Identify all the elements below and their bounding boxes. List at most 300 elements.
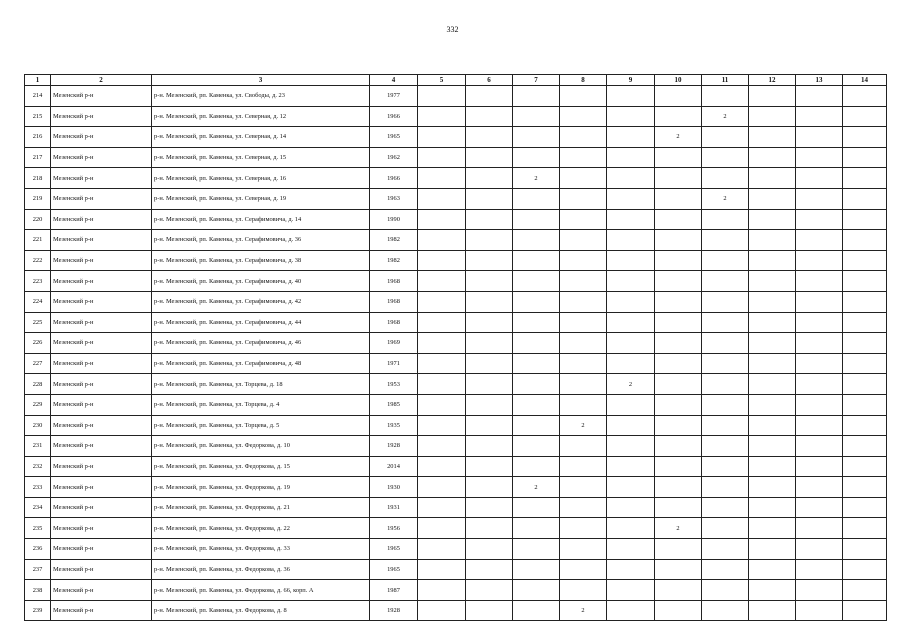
value-cell-col-14 — [843, 271, 887, 292]
row-number-cell: 227 — [25, 353, 51, 374]
address-cell: р-н. Мезенский, рп. Каменка, ул. Серафимовича, д. 42 — [152, 291, 370, 312]
value-cell-col-13 — [796, 559, 843, 580]
value-cell-col-8 — [560, 147, 607, 168]
value-cell-col-13 — [796, 209, 843, 230]
address-cell: р-н. Мезенский, рп. Каменка, ул. Свободы, д. 23 — [152, 86, 370, 107]
value-cell-col-11 — [702, 353, 749, 374]
value-cell-col-7: 2 — [513, 168, 560, 189]
column-header: 13 — [796, 75, 843, 86]
row-number-cell: 229 — [25, 394, 51, 415]
year-cell: 1965 — [370, 127, 418, 148]
value-cell-col-12 — [749, 436, 796, 457]
value-cell-col-5 — [418, 394, 466, 415]
value-cell-col-12 — [749, 580, 796, 601]
address-cell: р-н. Мезенский, рп. Каменка, ул. Северная, д. 14 — [152, 127, 370, 148]
district-cell: Мезенский р-н — [51, 312, 152, 333]
district-cell: Мезенский р-н — [51, 209, 152, 230]
value-cell-col-10 — [655, 497, 702, 518]
header-row — [25, 75, 887, 86]
value-cell-col-7 — [513, 271, 560, 292]
value-cell-col-11 — [702, 127, 749, 148]
row-number-cell: 223 — [25, 271, 51, 292]
table-row — [25, 436, 887, 457]
value-cell-col-12 — [749, 353, 796, 374]
year-cell: 1971 — [370, 353, 418, 374]
value-cell-col-13 — [796, 188, 843, 209]
value-cell-col-8 — [560, 580, 607, 601]
district-cell: Мезенский р-н — [51, 291, 152, 312]
district-cell: Мезенский р-н — [51, 271, 152, 292]
row-number-cell: 218 — [25, 168, 51, 189]
year-cell: 1931 — [370, 497, 418, 518]
value-cell-col-7 — [513, 518, 560, 539]
value-cell-col-12 — [749, 415, 796, 436]
district-cell: Мезенский р-н — [51, 188, 152, 209]
row-number-cell: 228 — [25, 374, 51, 395]
value-cell-col-14 — [843, 456, 887, 477]
row-number-cell: 237 — [25, 559, 51, 580]
value-cell-col-8 — [560, 497, 607, 518]
value-cell-col-14 — [843, 291, 887, 312]
value-cell-col-10 — [655, 271, 702, 292]
table-row — [25, 559, 887, 580]
value-cell-col-5 — [418, 353, 466, 374]
year-cell: 1928 — [370, 436, 418, 457]
address-cell: р-н. Мезенский, рп. Каменка, ул. Серафимовича, д. 40 — [152, 271, 370, 292]
district-cell: Мезенский р-н — [51, 374, 152, 395]
value-cell-col-10 — [655, 539, 702, 560]
table-row — [25, 518, 887, 539]
value-cell-col-14 — [843, 168, 887, 189]
value-cell-col-11 — [702, 580, 749, 601]
value-cell-col-12 — [749, 86, 796, 107]
value-cell-col-13 — [796, 291, 843, 312]
value-cell-col-13 — [796, 106, 843, 127]
district-cell: Мезенский р-н — [51, 168, 152, 189]
value-cell-col-10: 2 — [655, 127, 702, 148]
value-cell-col-9 — [607, 580, 655, 601]
value-cell-col-6 — [466, 436, 513, 457]
table-row — [25, 271, 887, 292]
year-cell: 1962 — [370, 147, 418, 168]
table-row — [25, 415, 887, 436]
year-cell: 1965 — [370, 539, 418, 560]
value-cell-col-5 — [418, 230, 466, 251]
value-cell-col-12 — [749, 497, 796, 518]
address-cell: р-н. Мезенский, рп. Каменка, ул. Серафимовича, д. 38 — [152, 250, 370, 271]
value-cell-col-12 — [749, 209, 796, 230]
table-row — [25, 374, 887, 395]
year-cell: 1990 — [370, 209, 418, 230]
address-cell: р-н. Мезенский, рп. Каменка, ул. Северная, д. 19 — [152, 188, 370, 209]
value-cell-col-6 — [466, 188, 513, 209]
row-number-cell: 216 — [25, 127, 51, 148]
table-row — [25, 600, 887, 621]
year-cell: 1935 — [370, 415, 418, 436]
value-cell-col-9 — [607, 188, 655, 209]
row-number-cell: 234 — [25, 497, 51, 518]
address-cell: р-н. Мезенский, рп. Каменка, ул. Торцева, д. 5 — [152, 415, 370, 436]
value-cell-col-9 — [607, 333, 655, 354]
value-cell-col-14 — [843, 250, 887, 271]
value-cell-col-11 — [702, 312, 749, 333]
value-cell-col-10 — [655, 436, 702, 457]
address-cell: р-н. Мезенский, рп. Каменка, ул. Северная, д. 12 — [152, 106, 370, 127]
value-cell-col-5 — [418, 436, 466, 457]
value-cell-col-7 — [513, 333, 560, 354]
value-cell-col-12 — [749, 518, 796, 539]
value-cell-col-6 — [466, 477, 513, 498]
value-cell-col-11 — [702, 333, 749, 354]
value-cell-col-10 — [655, 312, 702, 333]
value-cell-col-8: 2 — [560, 415, 607, 436]
value-cell-col-5 — [418, 456, 466, 477]
row-number-cell: 232 — [25, 456, 51, 477]
table-row — [25, 394, 887, 415]
value-cell-col-14 — [843, 374, 887, 395]
value-cell-col-7 — [513, 250, 560, 271]
value-cell-col-14 — [843, 539, 887, 560]
value-cell-col-10 — [655, 353, 702, 374]
value-cell-col-8 — [560, 456, 607, 477]
value-cell-col-5 — [418, 374, 466, 395]
table-body — [25, 86, 887, 621]
district-cell: Мезенский р-н — [51, 127, 152, 148]
value-cell-col-8 — [560, 333, 607, 354]
value-cell-col-6 — [466, 230, 513, 251]
value-cell-col-5 — [418, 333, 466, 354]
value-cell-col-10 — [655, 394, 702, 415]
value-cell-col-8: 2 — [560, 600, 607, 621]
value-cell-col-14 — [843, 86, 887, 107]
district-cell: Мезенский р-н — [51, 580, 152, 601]
value-cell-col-5 — [418, 188, 466, 209]
value-cell-col-8 — [560, 477, 607, 498]
district-cell: Мезенский р-н — [51, 559, 152, 580]
value-cell-col-9 — [607, 436, 655, 457]
value-cell-col-9 — [607, 477, 655, 498]
year-cell: 1963 — [370, 188, 418, 209]
value-cell-col-11 — [702, 168, 749, 189]
district-cell: Мезенский р-н — [51, 456, 152, 477]
value-cell-col-9: 2 — [607, 374, 655, 395]
column-header: 12 — [749, 75, 796, 86]
value-cell-col-5 — [418, 600, 466, 621]
value-cell-col-5 — [418, 415, 466, 436]
value-cell-col-12 — [749, 188, 796, 209]
table-row — [25, 250, 887, 271]
year-cell: 1968 — [370, 271, 418, 292]
district-cell: Мезенский р-н — [51, 86, 152, 107]
value-cell-col-14 — [843, 209, 887, 230]
value-cell-col-12 — [749, 477, 796, 498]
value-cell-col-14 — [843, 518, 887, 539]
value-cell-col-11 — [702, 559, 749, 580]
value-cell-col-7 — [513, 188, 560, 209]
value-cell-col-9 — [607, 518, 655, 539]
value-cell-col-11 — [702, 497, 749, 518]
district-cell: Мезенский р-н — [51, 106, 152, 127]
value-cell-col-7: 2 — [513, 477, 560, 498]
value-cell-col-13 — [796, 456, 843, 477]
table-row — [25, 188, 887, 209]
value-cell-col-13 — [796, 250, 843, 271]
value-cell-col-7 — [513, 580, 560, 601]
value-cell-col-12 — [749, 127, 796, 148]
value-cell-col-5 — [418, 477, 466, 498]
value-cell-col-6 — [466, 539, 513, 560]
row-number-cell: 233 — [25, 477, 51, 498]
year-cell: 1956 — [370, 518, 418, 539]
value-cell-col-12 — [749, 230, 796, 251]
value-cell-col-8 — [560, 291, 607, 312]
row-number-cell: 226 — [25, 333, 51, 354]
table-row — [25, 86, 887, 107]
value-cell-col-9 — [607, 353, 655, 374]
value-cell-col-8 — [560, 106, 607, 127]
value-cell-col-11 — [702, 539, 749, 560]
address-cell: р-н. Мезенский, рп. Каменка, ул. Торцева, д. 4 — [152, 394, 370, 415]
value-cell-col-8 — [560, 312, 607, 333]
row-number-cell: 231 — [25, 436, 51, 457]
value-cell-col-11 — [702, 394, 749, 415]
address-cell: р-н. Мезенский, рп. Каменка, ул. Серафимовича, д. 44 — [152, 312, 370, 333]
value-cell-col-5 — [418, 271, 466, 292]
value-cell-col-6 — [466, 209, 513, 230]
value-cell-col-9 — [607, 291, 655, 312]
table-row — [25, 580, 887, 601]
value-cell-col-10 — [655, 477, 702, 498]
column-header: 6 — [466, 75, 513, 86]
value-cell-col-10 — [655, 559, 702, 580]
district-cell: Мезенский р-н — [51, 230, 152, 251]
address-cell: р-н. Мезенский, рп. Каменка, ул. Северная, д. 16 — [152, 168, 370, 189]
value-cell-col-13 — [796, 539, 843, 560]
value-cell-col-13 — [796, 86, 843, 107]
value-cell-col-13 — [796, 230, 843, 251]
address-cell: р-н. Мезенский, рп. Каменка, ул. Федоркова, д. 33 — [152, 539, 370, 560]
value-cell-col-11 — [702, 477, 749, 498]
value-cell-col-13 — [796, 394, 843, 415]
year-cell: 1930 — [370, 477, 418, 498]
row-number-cell: 224 — [25, 291, 51, 312]
value-cell-col-5 — [418, 250, 466, 271]
address-cell: р-н. Мезенский, рп. Каменка, ул. Серафимовича, д. 14 — [152, 209, 370, 230]
value-cell-col-7 — [513, 127, 560, 148]
value-cell-col-5 — [418, 127, 466, 148]
value-cell-col-8 — [560, 559, 607, 580]
value-cell-col-9 — [607, 230, 655, 251]
value-cell-col-13 — [796, 600, 843, 621]
row-number-cell: 230 — [25, 415, 51, 436]
value-cell-col-7 — [513, 291, 560, 312]
value-cell-col-12 — [749, 291, 796, 312]
value-cell-col-6 — [466, 147, 513, 168]
value-cell-col-8 — [560, 518, 607, 539]
column-header: 14 — [843, 75, 887, 86]
table-row — [25, 209, 887, 230]
value-cell-col-14 — [843, 497, 887, 518]
value-cell-col-6 — [466, 271, 513, 292]
value-cell-col-5 — [418, 209, 466, 230]
row-number-cell: 217 — [25, 147, 51, 168]
value-cell-col-7 — [513, 559, 560, 580]
year-cell: 1928 — [370, 600, 418, 621]
value-cell-col-6 — [466, 394, 513, 415]
value-cell-col-12 — [749, 456, 796, 477]
district-cell: Мезенский р-н — [51, 415, 152, 436]
value-cell-col-9 — [607, 250, 655, 271]
row-number-cell: 220 — [25, 209, 51, 230]
row-number-cell: 221 — [25, 230, 51, 251]
district-cell: Мезенский р-н — [51, 477, 152, 498]
value-cell-col-10 — [655, 456, 702, 477]
value-cell-col-12 — [749, 147, 796, 168]
value-cell-col-5 — [418, 559, 466, 580]
value-cell-col-10 — [655, 600, 702, 621]
value-cell-col-7 — [513, 86, 560, 107]
value-cell-col-14 — [843, 436, 887, 457]
value-cell-col-9 — [607, 209, 655, 230]
value-cell-col-13 — [796, 580, 843, 601]
address-cell: р-н. Мезенский, рп. Каменка, ул. Федоркова, д. 36 — [152, 559, 370, 580]
table-row — [25, 106, 887, 127]
value-cell-col-13 — [796, 147, 843, 168]
buildings-table — [24, 74, 887, 621]
value-cell-col-11 — [702, 291, 749, 312]
value-cell-col-5 — [418, 147, 466, 168]
value-cell-col-8 — [560, 127, 607, 148]
address-cell: р-н. Мезенский, рп. Каменка, ул. Серафимовича, д. 46 — [152, 333, 370, 354]
year-cell: 1953 — [370, 374, 418, 395]
value-cell-col-6 — [466, 106, 513, 127]
district-cell: Мезенский р-н — [51, 250, 152, 271]
column-header: 5 — [418, 75, 466, 86]
row-number-cell: 222 — [25, 250, 51, 271]
value-cell-col-8 — [560, 353, 607, 374]
value-cell-col-11 — [702, 147, 749, 168]
value-cell-col-10 — [655, 333, 702, 354]
value-cell-col-11 — [702, 456, 749, 477]
value-cell-col-9 — [607, 394, 655, 415]
district-cell: Мезенский р-н — [51, 147, 152, 168]
value-cell-col-11: 2 — [702, 106, 749, 127]
value-cell-col-9 — [607, 106, 655, 127]
address-cell: р-н. Мезенский, рп. Каменка, ул. Федоркова, д. 21 — [152, 497, 370, 518]
value-cell-col-6 — [466, 250, 513, 271]
value-cell-col-14 — [843, 127, 887, 148]
value-cell-col-14 — [843, 394, 887, 415]
value-cell-col-8 — [560, 250, 607, 271]
value-cell-col-14 — [843, 230, 887, 251]
value-cell-col-10 — [655, 250, 702, 271]
value-cell-col-6 — [466, 456, 513, 477]
district-cell: Мезенский р-н — [51, 436, 152, 457]
column-header: 9 — [607, 75, 655, 86]
address-cell: р-н. Мезенский, рп. Каменка, ул. Федоркова, д. 22 — [152, 518, 370, 539]
value-cell-col-9 — [607, 456, 655, 477]
value-cell-col-13 — [796, 477, 843, 498]
value-cell-col-6 — [466, 415, 513, 436]
value-cell-col-10 — [655, 291, 702, 312]
value-cell-col-14 — [843, 600, 887, 621]
value-cell-col-8 — [560, 436, 607, 457]
address-cell: р-н. Мезенский, рп. Каменка, ул. Торцева, д. 18 — [152, 374, 370, 395]
value-cell-col-7 — [513, 436, 560, 457]
value-cell-col-14 — [843, 312, 887, 333]
column-header: 11 — [702, 75, 749, 86]
value-cell-col-12 — [749, 333, 796, 354]
value-cell-col-5 — [418, 86, 466, 107]
value-cell-col-11 — [702, 436, 749, 457]
value-cell-col-7 — [513, 106, 560, 127]
value-cell-col-14 — [843, 333, 887, 354]
value-cell-col-13 — [796, 312, 843, 333]
value-cell-col-10 — [655, 188, 702, 209]
table-row — [25, 333, 887, 354]
value-cell-col-11 — [702, 209, 749, 230]
page-number: 332 — [446, 25, 459, 34]
value-cell-col-5 — [418, 518, 466, 539]
value-cell-col-8 — [560, 188, 607, 209]
value-cell-col-11 — [702, 250, 749, 271]
value-cell-col-13 — [796, 415, 843, 436]
value-cell-col-6 — [466, 291, 513, 312]
address-cell: р-н. Мезенский, рп. Каменка, ул. Федоркова, д. 19 — [152, 477, 370, 498]
address-cell: р-н. Мезенский, рп. Каменка, ул. Федоркова, д. 66, корп. А — [152, 580, 370, 601]
value-cell-col-13 — [796, 497, 843, 518]
value-cell-col-10 — [655, 106, 702, 127]
year-cell: 1982 — [370, 250, 418, 271]
table-row — [25, 291, 887, 312]
value-cell-col-12 — [749, 394, 796, 415]
year-cell: 1966 — [370, 106, 418, 127]
value-cell-col-6 — [466, 559, 513, 580]
value-cell-col-6 — [466, 312, 513, 333]
column-header: 1 — [25, 75, 51, 86]
value-cell-col-7 — [513, 312, 560, 333]
value-cell-col-10 — [655, 168, 702, 189]
value-cell-col-13 — [796, 271, 843, 292]
district-cell: Мезенский р-н — [51, 394, 152, 415]
district-cell: Мезенский р-н — [51, 539, 152, 560]
year-cell: 1969 — [370, 333, 418, 354]
value-cell-col-9 — [607, 147, 655, 168]
address-cell: р-н. Мезенский, рп. Каменка, ул. Серафимовича, д. 48 — [152, 353, 370, 374]
year-cell: 1965 — [370, 559, 418, 580]
year-cell: 1977 — [370, 86, 418, 107]
value-cell-col-13 — [796, 374, 843, 395]
value-cell-col-13 — [796, 353, 843, 374]
row-number-cell: 238 — [25, 580, 51, 601]
table-row — [25, 127, 887, 148]
value-cell-col-14 — [843, 147, 887, 168]
value-cell-col-9 — [607, 168, 655, 189]
year-cell: 1985 — [370, 394, 418, 415]
value-cell-col-8 — [560, 168, 607, 189]
value-cell-col-7 — [513, 415, 560, 436]
address-cell: р-н. Мезенский, рп. Каменка, ул. Федоркова, д. 15 — [152, 456, 370, 477]
row-number-cell: 215 — [25, 106, 51, 127]
value-cell-col-6 — [466, 333, 513, 354]
district-cell: Мезенский р-н — [51, 353, 152, 374]
value-cell-col-11 — [702, 518, 749, 539]
value-cell-col-11 — [702, 374, 749, 395]
value-cell-col-10 — [655, 230, 702, 251]
column-header: 7 — [513, 75, 560, 86]
value-cell-col-7 — [513, 497, 560, 518]
value-cell-col-13 — [796, 333, 843, 354]
